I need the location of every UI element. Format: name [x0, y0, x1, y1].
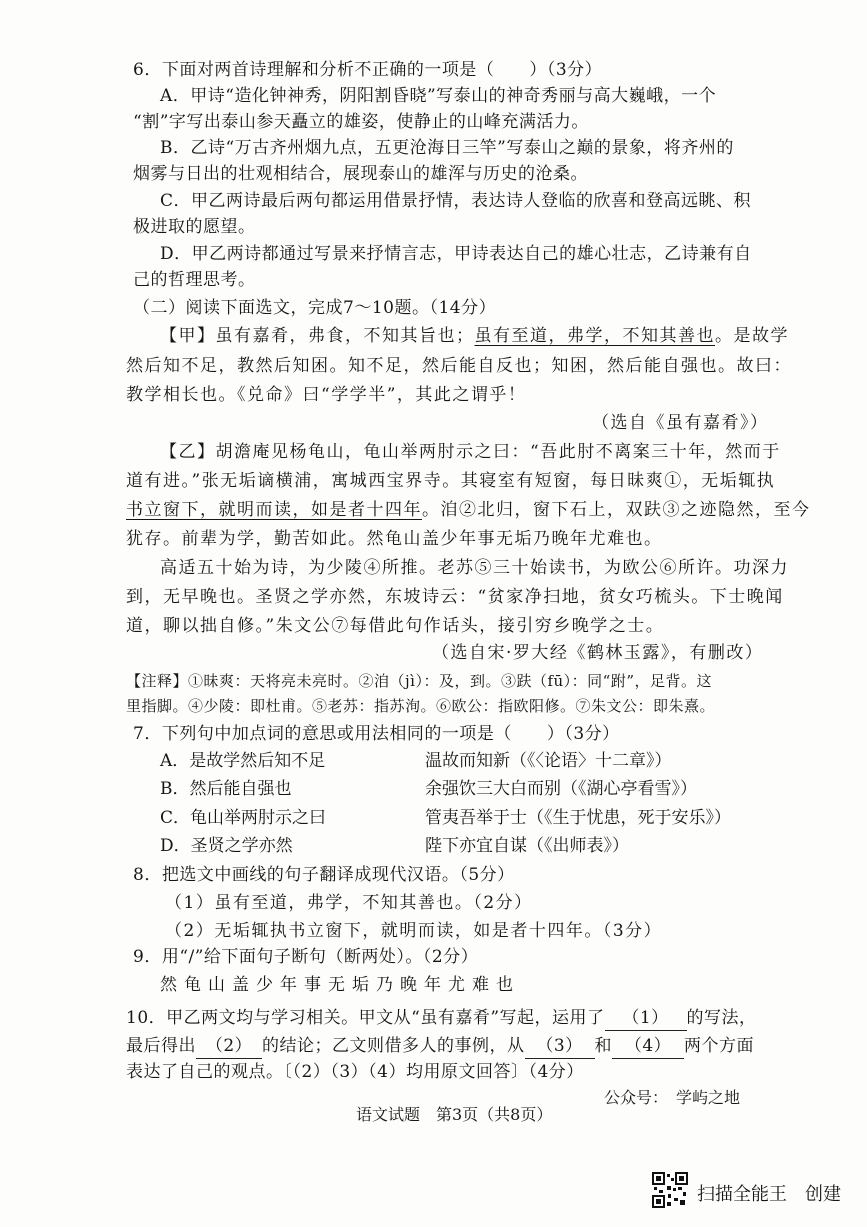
- q8-sentence1: （1）虽有至道，弗学，不知其善也。（2分）: [165, 893, 533, 913]
- q6-option-a-line1: A．甲诗“造化钟神秀，阴阳割昏晓”写泰山的神奇秀丽与高大巍峨，一个: [160, 86, 717, 106]
- q10-blank-1[interactable]: （1）: [605, 1006, 687, 1031]
- jia-underlined-sentence: 虽有至道，弗学，不知其善也: [474, 326, 715, 346]
- annotation-line1: 【注释】①昧爽：天将亮未亮时。②洎（jì）：及，到。③趺（fū）：同“跗”，足背。这: [126, 672, 713, 690]
- q7-option-c-right: 管夷吾举于士（《生于忧患，死于安乐》）: [425, 808, 731, 828]
- q7-option-b-right: 余强饮三大白而别（《湖心亭看雪》）: [425, 779, 697, 799]
- yi-source: （选自宋·罗大经《鹤林玉露》，有删改）: [432, 643, 764, 663]
- jia-source: （选自《虽有嘉肴》）: [592, 413, 769, 433]
- q7-option-d-right: 陛下亦宜自谋（《出师表》）: [425, 836, 629, 856]
- yi-line1: 【乙】胡澹庵见杨龟山，龟山举两肘示之曰：“吾此肘不离案三十年，然而于: [160, 442, 781, 462]
- q10-line2-start: 最后得出: [126, 1036, 196, 1056]
- yi-line4: 犹存。前辈为学，勤苦如此。然龟山盖少年事无垢乃晚年尤难也。: [126, 529, 663, 549]
- scanner-watermark: 扫描全能王 创建: [697, 1184, 841, 1205]
- jia-line1-start: 【甲】虽有嘉肴，弗食，不知其旨也；: [160, 326, 475, 346]
- q6-option-b-line1: B．乙诗“万古齐州烟九点，五更沧海日三竿”写泰山之巅的景象，将齐州的: [160, 138, 734, 158]
- q6-option-c-line2: 极进取的愿望。: [133, 217, 256, 237]
- q6-option-a-line2: “割”字写出泰山参天矗立的雄姿，使静止的山峰充满活力。: [133, 112, 589, 132]
- yi-line5: 高适五十始为诗，为少陵④所推。老苏⑤三十始读书，为欧公⑥所许。功深力: [160, 558, 789, 578]
- wechat-account: 公众号： 学屿之地: [604, 1088, 741, 1107]
- q10-blank-3[interactable]: （3）: [525, 1034, 595, 1059]
- qr-code-icon: [652, 1172, 688, 1208]
- yi-line3: [126, 498, 811, 522]
- yi-underlined-sentence: 书立窗下，就明而读，如是者十四年: [126, 500, 422, 520]
- q10-line2-and: 和: [594, 1036, 612, 1056]
- q8-stem: 8．把选文中画线的句子翻译成现代汉语。（5分）: [133, 865, 515, 885]
- q6-option-c-line1: C．甲乙两诗最后两句都运用借景抒情，表达诗人登临的欣喜和登高远眺、积: [160, 191, 752, 211]
- q10-line2-mid: 的结论；乙文则借多人的事例，从: [262, 1036, 525, 1056]
- jia-line1-end: 。是故学: [715, 326, 789, 346]
- section2-heading: （二）阅读下面选文，完成7～10题。（14分）: [133, 298, 497, 318]
- q10-line3: 表达了自己的观点。〔（2）（3）（4）均用原文回答〕（4分）: [126, 1062, 584, 1082]
- q6-option-d-line1: D．甲乙两诗都通过写景来抒情言志，甲诗表达自己的雄心壮志，乙诗兼有自: [160, 244, 752, 264]
- page-footer: 语文试题 第3页（共8页）: [356, 1105, 553, 1124]
- yi-line6: 到，无早晚也。圣贤之学亦然，东坡诗云：“贫家净扫地，贫女巧梳头。下士晚闻: [126, 587, 784, 607]
- q6-option-d-line2: 己的哲理思考。: [133, 270, 256, 290]
- q7-option-d-left: D．圣贤之学亦然: [160, 836, 293, 856]
- q9-stem: 9．用“/”给下面句子断句（断两处）。（2分）: [133, 947, 479, 967]
- q10-line1-end: 的写法，: [686, 1008, 757, 1028]
- q6-stem: 6．下面对两首诗理解和分析不正确的一项是（ ）（3分）: [133, 60, 603, 80]
- yi-line3-end: 。洎②北归，窗下石上，双趺③之迹隐然，至今: [422, 500, 811, 520]
- q7-option-b-left: B．然后能自强也: [160, 779, 292, 799]
- jia-line1: [160, 324, 789, 348]
- q10-line2-end: 两个方面: [684, 1036, 754, 1056]
- q8-sentence2: （2）无垢辄执书立窗下，就明而读，如是者十四年。（3分）: [165, 921, 663, 941]
- annotation-line2: 里指脚。④少陵：即杜甫。⑤老苏：指苏洵。⑥欧公：指欧阳修。⑦朱文公：即朱熹。: [126, 697, 716, 715]
- q10-blank-4[interactable]: （4）: [612, 1034, 684, 1059]
- q7-stem: 7．下列句中加点词的意思或用法相同的一项是（ ）（3分）: [133, 724, 620, 744]
- yi-line7: 道，聊以拙自修。”朱文公⑦每借此句作话头，接引穷乡晚学之士。: [126, 616, 665, 636]
- q6-option-b-line2: 烟雾与日出的壮观相结合，展现泰山的雄浑与历史的沧桑。: [133, 164, 588, 184]
- q7-option-a-right: 温故而知新（《〈论语〉十二章》）: [425, 751, 672, 771]
- q7-option-c-left: C．龟山举两肘示之曰: [160, 808, 327, 828]
- jia-line2: 然后知不足，教然后知困。知不足，然后能自反也；知困，然后能自强也。故曰：: [126, 356, 792, 376]
- q10-blank-2[interactable]: （2）: [196, 1034, 262, 1059]
- jia-line3: 教学相长也。《兑命》曰“学学半”，其此之谓乎！: [126, 385, 527, 405]
- yi-line2: 道有进。”张无垢谪横浦，寓城西宝界寺。其寝室有短窗，每日昧爽①，无垢辄执: [126, 471, 776, 491]
- q9-sentence: 然龟山盖少年事无垢乃晚年尤难也: [160, 975, 520, 995]
- q10-line1-text: 10．甲乙两文均与学习相关。甲文从“虽有嘉肴”写起，运用了: [126, 1008, 605, 1028]
- q10-line1: [126, 1006, 757, 1031]
- q10-line2: [126, 1034, 754, 1059]
- q7-option-a-left: A．是故学然后知不足: [160, 751, 326, 771]
